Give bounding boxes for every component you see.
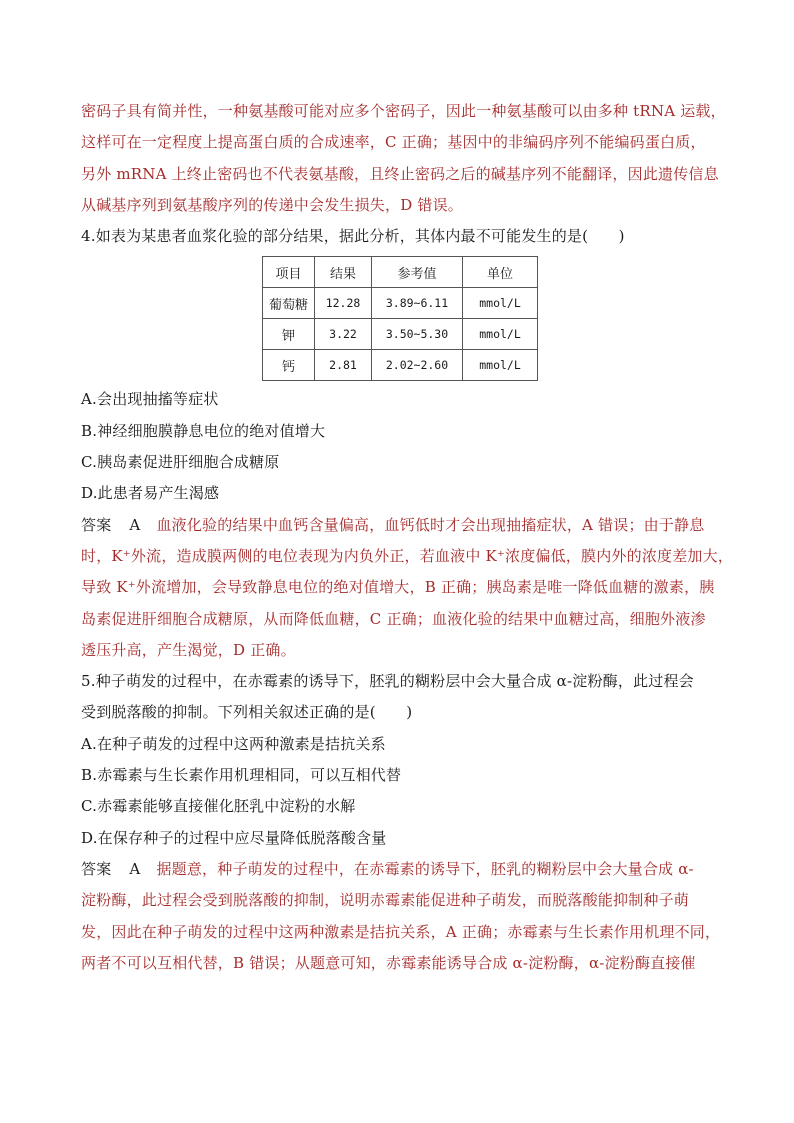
explanation-text: 血液化验的结果中血钙含量偏高，血钙低时才会出现抽搐症状，A 错误；由于静息	[156, 515, 705, 534]
table-header: 单位	[463, 257, 538, 288]
answer-line	[81, 510, 721, 541]
table-cell: 2.81	[315, 350, 372, 381]
table-row	[263, 350, 538, 381]
table-row	[263, 319, 538, 350]
table-cell: 3.50~5.30	[372, 319, 463, 350]
answer-line	[81, 854, 721, 885]
table-header: 参考值	[372, 257, 463, 288]
table-cell: 钾	[263, 319, 315, 350]
table-cell: 3.89~6.11	[372, 288, 463, 319]
explanation-line: 密码子具有简并性，一种氨基酸可能对应多个密码子，因此一种氨基酸可以由多种 tRNA 运载，	[81, 102, 726, 120]
question-4	[81, 221, 734, 666]
option-b: B.赤霉素与生长素作用机理相同，可以互相代替	[81, 766, 402, 785]
table-cell: 12.28	[315, 288, 372, 319]
explanation-line: 透压升高，产生渴觉，D 正确。	[81, 640, 296, 659]
answer-letter: A	[129, 515, 141, 534]
explanation-line: 发，因此在种子萌发的过程中这两种激素是拮抗关系，A 正确；赤霉素与生长素作用机理不同，	[81, 922, 721, 941]
lab-result-table	[262, 256, 538, 381]
question-stem: 受到脱落酸的抑制。下列相关叙述正确的是( )	[81, 703, 413, 722]
option-c: C.胰岛素促进肝细胞合成糖原	[81, 453, 280, 472]
table-cell: mmol/L	[463, 319, 538, 350]
answer-label: 答案	[81, 859, 112, 878]
table-cell: 钙	[263, 350, 315, 381]
option-a: A.在种子萌发的过程中这两种激素是拮抗关系	[81, 734, 386, 753]
table-header: 结果	[315, 257, 372, 288]
table-header-row	[263, 257, 538, 288]
option-a: A.会出现抽搐等症状	[81, 390, 219, 409]
explanation-line: 两者不可以互相代替，B 错误；从题意可知，赤霉素能诱导合成 α-淀粉酶，α-淀粉酶直接催	[81, 953, 696, 972]
explanation-text: 据题意，种子萌发的过程中，在赤霉素的诱导下，胚乳的糊粉层中会大量合成 α-	[156, 859, 694, 878]
option-b: B.神经细胞膜静息电位的绝对值增大	[81, 421, 326, 440]
answer-label: 答案	[81, 515, 112, 534]
option-d: D.此患者易产生渴感	[81, 484, 220, 503]
explanation-line: 岛素促进肝细胞合成糖原，从而降低血糖，C 正确；血液化验的结果中血糖过高，细胞外液渗	[81, 609, 706, 628]
table-cell: 葡萄糖	[263, 288, 315, 319]
table-cell: mmol/L	[463, 350, 538, 381]
table-cell: 3.22	[315, 319, 372, 350]
explanation-line: 淀粉酶，此过程会受到脱落酸的抑制，说明赤霉素能促进种子萌发，而脱落酸能抑制种子萌	[81, 891, 690, 910]
table-cell: 2.02~2.60	[372, 350, 463, 381]
option-d: D.在保存种子的过程中应尽量降低脱落酸含量	[81, 828, 387, 847]
question-5	[81, 666, 721, 979]
table-row	[263, 288, 538, 319]
question-stem: 4.如表为某患者血浆化验的部分结果，据此分析，其体内最不可能发生的是( )	[81, 227, 625, 246]
explanation-line: 从碱基序列到氨基酸序列的传递中会发生损失，D 错误。	[81, 195, 463, 214]
explanation-line: 另外 mRNA 上终止密码也不代表氨基酸，且终止密码之后的碱基序列不能翻译，因此遗传信息	[81, 164, 719, 183]
document-page	[81, 96, 734, 979]
explanation-line: 导致 K⁺外流增加，会导致静息电位的绝对值增大，B 正确；胰岛素是唯一降低血糖的激素，胰	[81, 578, 715, 597]
answer-letter: A	[129, 859, 141, 878]
explanation-line: 这样可在一定程度上提高蛋白质的合成速率，C 正确；基因中的非编码序列不能编码蛋白质，	[81, 133, 706, 152]
option-c: C.赤霉素能够直接催化胚乳中淀粉的水解	[81, 797, 356, 816]
question-stem: 5.种子萌发的过程中，在赤霉素的诱导下，胚乳的糊粉层中会大量合成 α-淀粉酶，此过程会	[81, 672, 694, 691]
q3-explanation-continued	[81, 96, 726, 221]
table-cell: mmol/L	[463, 288, 538, 319]
explanation-line: 时，K⁺外流，造成膜两侧的电位表现为内负外正，若血液中 K⁺浓度偏低，膜内外的浓度差加大，	[81, 546, 734, 565]
table-header: 项目	[263, 257, 315, 288]
